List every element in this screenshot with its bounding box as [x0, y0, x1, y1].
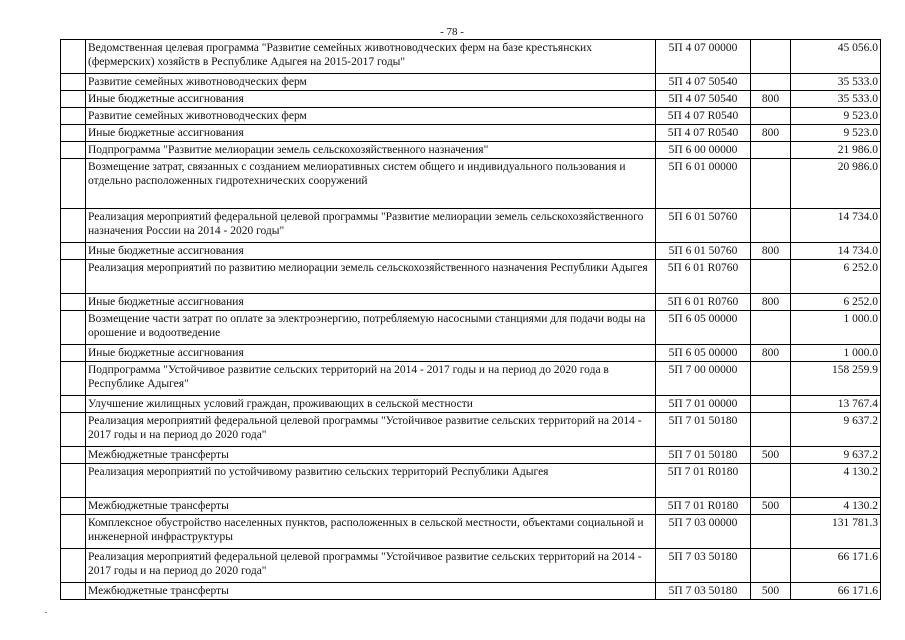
row-name-cell: Развитие семейных животноводческих ферм [86, 108, 656, 125]
row-amount-cell: 66 171.6 [791, 583, 881, 600]
row-amount-cell: 35 533.0 [791, 91, 881, 108]
row-name-cell: Улучшение жилищных условий граждан, проживающих в сельской местности [86, 396, 656, 413]
row-code-cell: 5П 7 03 00000 [656, 515, 751, 549]
row-margin-cell [61, 345, 86, 362]
row-vr-cell [751, 515, 791, 549]
row-name-cell: Реализация мероприятий федеральной целевой программы "Устойчивое развитие сельских территорий на 2014 - 2017 годы и на период до 2020 года" [86, 549, 656, 583]
row-amount-cell: 13 767.4 [791, 396, 881, 413]
row-amount-cell: 4 130.2 [791, 464, 881, 498]
row-amount-cell: 14 734.0 [791, 243, 881, 260]
row-code-cell: 5П 6 01 50760 [656, 243, 751, 260]
table-row [61, 311, 881, 345]
table-row [61, 142, 881, 159]
row-margin-cell [61, 464, 86, 498]
row-name-cell: Реализация мероприятий по устойчивому развитию сельских территорий Республики Адыгея [86, 464, 656, 498]
row-amount-cell: 21 986.0 [791, 142, 881, 159]
row-vr-cell [751, 549, 791, 583]
row-name-cell: Развитие семейных животноводческих ферм [86, 74, 656, 91]
row-vr-cell [751, 159, 791, 209]
table-row [61, 91, 881, 108]
row-code-cell: 5П 7 01 R0180 [656, 498, 751, 515]
row-name-cell: Межбюджетные трансферты [86, 583, 656, 600]
row-amount-cell: 35 533.0 [791, 74, 881, 91]
table-row [61, 125, 881, 142]
row-code-cell: 5П 7 01 50180 [656, 447, 751, 464]
row-margin-cell [61, 159, 86, 209]
row-margin-cell [61, 40, 86, 74]
table-row [61, 549, 881, 583]
row-vr-cell [751, 209, 791, 243]
row-code-cell: 5П 6 00 00000 [656, 142, 751, 159]
row-vr-cell [751, 464, 791, 498]
table-row [61, 260, 881, 294]
row-code-cell: 5П 7 01 R0180 [656, 464, 751, 498]
row-code-cell: 5П 7 00 00000 [656, 362, 751, 396]
table-row [61, 74, 881, 91]
row-amount-cell: 14 734.0 [791, 209, 881, 243]
table-row [61, 209, 881, 243]
table-row [61, 413, 881, 447]
row-margin-cell [61, 549, 86, 583]
row-vr-cell: 800 [751, 91, 791, 108]
row-margin-cell [61, 413, 86, 447]
row-margin-cell [61, 447, 86, 464]
row-code-cell: 5П 7 01 00000 [656, 396, 751, 413]
table-row [61, 447, 881, 464]
row-name-cell: Иные бюджетные ассигнования [86, 345, 656, 362]
row-code-cell: 5П 4 07 R0540 [656, 108, 751, 125]
row-amount-cell: 4 130.2 [791, 498, 881, 515]
row-vr-cell: 800 [751, 125, 791, 142]
row-margin-cell [61, 396, 86, 413]
table-row [61, 40, 881, 74]
row-amount-cell: 66 171.6 [791, 549, 881, 583]
row-name-cell: Возмещение затрат, связанных с созданием мелиоративных систем общего и индивидуального пользования и отдельно расположенных гидротехнических сооружений [86, 159, 656, 209]
page-number: - 78 - [440, 26, 464, 38]
row-code-cell: 5П 4 07 00000 [656, 40, 751, 74]
row-amount-cell: 158 259.9 [791, 362, 881, 396]
row-name-cell: Подпрограмма "Развитие мелиорации земель сельскохозяйственного назначения" [86, 142, 656, 159]
row-margin-cell [61, 243, 86, 260]
row-vr-cell [751, 108, 791, 125]
table-row [61, 396, 881, 413]
row-vr-cell: 500 [751, 447, 791, 464]
table-row [61, 515, 881, 549]
row-name-cell: Возмещение части затрат по оплате за электроэнергию, потребляемую насосными станциями для подачи воды на орошение и водоотведение [86, 311, 656, 345]
row-margin-cell [61, 108, 86, 125]
row-code-cell: 5П 4 07 50540 [656, 74, 751, 91]
row-vr-cell [751, 74, 791, 91]
table-row [61, 583, 881, 600]
row-code-cell: 5П 4 07 R0540 [656, 125, 751, 142]
row-code-cell: 5П 7 03 50180 [656, 549, 751, 583]
row-vr-cell [751, 362, 791, 396]
row-name-cell: Иные бюджетные ассигнования [86, 91, 656, 108]
row-vr-cell [751, 311, 791, 345]
row-vr-cell: 500 [751, 583, 791, 600]
row-code-cell: 5П 6 01 50760 [656, 209, 751, 243]
row-vr-cell: 800 [751, 345, 791, 362]
row-margin-cell [61, 362, 86, 396]
table-row [61, 108, 881, 125]
row-vr-cell [751, 40, 791, 74]
table-row [61, 345, 881, 362]
row-margin-cell [61, 74, 86, 91]
row-name-cell: Межбюджетные трансферты [86, 447, 656, 464]
row-name-cell: Межбюджетные трансферты [86, 498, 656, 515]
row-margin-cell [61, 91, 86, 108]
row-amount-cell: 9 523.0 [791, 108, 881, 125]
row-name-cell: Реализация мероприятий федеральной целевой программы "Развитие мелиорации земель сельскохозяйственного назначения России на 2014 - 2020 годы" [86, 209, 656, 243]
table-row [61, 464, 881, 498]
row-code-cell: 5П 6 01 R0760 [656, 260, 751, 294]
row-amount-cell: 6 252.0 [791, 294, 881, 311]
row-name-cell: Иные бюджетные ассигнования [86, 243, 656, 260]
row-amount-cell: 1 000.0 [791, 311, 881, 345]
table-row [61, 362, 881, 396]
scan-speck [45, 612, 47, 613]
row-vr-cell: 800 [751, 294, 791, 311]
table-row [61, 159, 881, 209]
row-code-cell: 5П 6 05 00000 [656, 345, 751, 362]
row-code-cell: 5П 6 01 00000 [656, 159, 751, 209]
row-name-cell: Реализация мероприятий по развитию мелиорации земель сельскохозяйственного назначения Республики Адыгея [86, 260, 656, 294]
table-row [61, 294, 881, 311]
row-amount-cell: 45 056.0 [791, 40, 881, 74]
row-name-cell: Иные бюджетные ассигнования [86, 294, 656, 311]
row-amount-cell: 131 781.3 [791, 515, 881, 549]
row-margin-cell [61, 209, 86, 243]
row-amount-cell: 9 637.2 [791, 413, 881, 447]
row-name-cell: Комплексное обустройство населенных пунктов, расположенных в сельской местности, объектами социальной и инженерной инфраструктуры [86, 515, 656, 549]
row-vr-cell: 800 [751, 243, 791, 260]
row-amount-cell: 1 000.0 [791, 345, 881, 362]
row-code-cell: 5П 6 01 R0760 [656, 294, 751, 311]
row-margin-cell [61, 142, 86, 159]
row-margin-cell [61, 125, 86, 142]
budget-table [60, 39, 881, 600]
row-vr-cell [751, 142, 791, 159]
row-vr-cell [751, 396, 791, 413]
row-margin-cell [61, 515, 86, 549]
row-name-cell: Подпрограмма "Устойчивое развитие сельских территорий на 2014 - 2017 годы и на период до 2020 года в Республике Адыгея" [86, 362, 656, 396]
table-row [61, 498, 881, 515]
row-margin-cell [61, 294, 86, 311]
row-margin-cell [61, 311, 86, 345]
row-vr-cell: 500 [751, 498, 791, 515]
row-amount-cell: 20 986.0 [791, 159, 881, 209]
row-margin-cell [61, 498, 86, 515]
row-name-cell: Ведомственная целевая программа "Развитие семейных животноводческих ферм на базе крестьянских (фермерских) хозяйств в Республике Адыгея на 2015-2017 годы" [86, 40, 656, 74]
row-name-cell: Реализация мероприятий федеральной целевой программы "Устойчивое развитие сельских территорий на 2014 - 2017 годы и на период до 2020 года" [86, 413, 656, 447]
row-name-cell: Иные бюджетные ассигнования [86, 125, 656, 142]
row-margin-cell [61, 260, 86, 294]
row-amount-cell: 9 523.0 [791, 125, 881, 142]
row-code-cell: 5П 7 01 50180 [656, 413, 751, 447]
table-row [61, 243, 881, 260]
row-margin-cell [61, 583, 86, 600]
row-code-cell: 5П 7 03 50180 [656, 583, 751, 600]
row-amount-cell: 9 637.2 [791, 447, 881, 464]
row-vr-cell [751, 260, 791, 294]
row-code-cell: 5П 6 05 00000 [656, 311, 751, 345]
row-code-cell: 5П 4 07 50540 [656, 91, 751, 108]
row-vr-cell [751, 413, 791, 447]
row-amount-cell: 6 252.0 [791, 260, 881, 294]
